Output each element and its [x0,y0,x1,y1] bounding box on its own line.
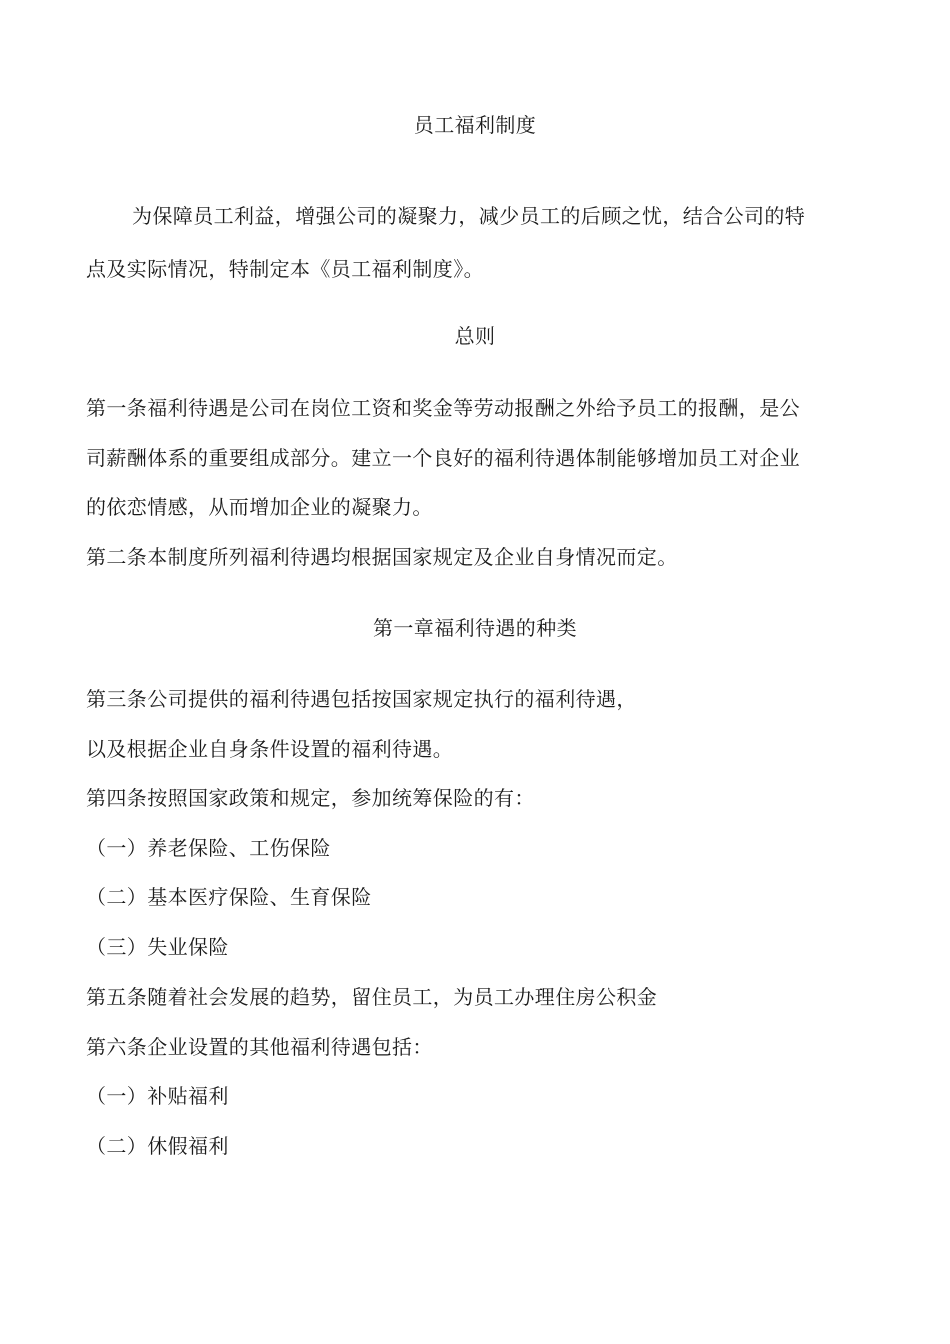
article6: 第六条企业设置的其他福利待遇包括： [86,1035,433,1059]
article1-line-3: 的依恋情感，从而增加企业的凝聚力。 [86,495,433,519]
intro-line-2: 点及实际情况，特制定本《员工福利制度》。 [86,257,484,281]
other-item-1: （一）补贴福利 [86,1084,229,1108]
insurance-item-2: （二）基本医疗保险、生育保险 [86,885,372,909]
article1-line-1: 第一条福利待遇是公司在岗位工资和奖金等劳动报酬之外给予员工的报酬，是公 [86,396,800,420]
article2: 第二条本制度所列福利待遇均根据国家规定及企业自身情况而定。 [86,545,678,569]
article5: 第五条随着社会发展的趋势，留住员工，为员工办理住房公积金 [86,985,658,1009]
article3-line-1: 第三条公司提供的福利待遇包括按国家规定执行的福利待遇， [86,687,637,711]
chapter1-heading: 第一章福利待遇的种类 [373,616,577,640]
article1-line-2: 司薪酬体系的重要组成部分。建立一个良好的福利待遇体制能够增加员工对企业 [86,446,800,470]
insurance-item-1: （一）养老保险、工伤保险 [86,836,331,860]
article4: 第四条按照国家政策和规定，参加统筹保险的有： [86,786,535,810]
article3-line-2: 以及根据企业自身条件设置的福利待遇。 [86,737,454,761]
general-heading: 总则 [454,324,496,348]
other-item-2: （二）休假福利 [86,1134,229,1158]
document-title: 员工福利制度 [413,113,537,137]
insurance-item-3: （三）失业保险 [86,935,229,959]
intro-line-1: 为保障员工利益，增强公司的凝聚力，减少员工的后顾之忧，结合公司的特 [132,204,806,228]
